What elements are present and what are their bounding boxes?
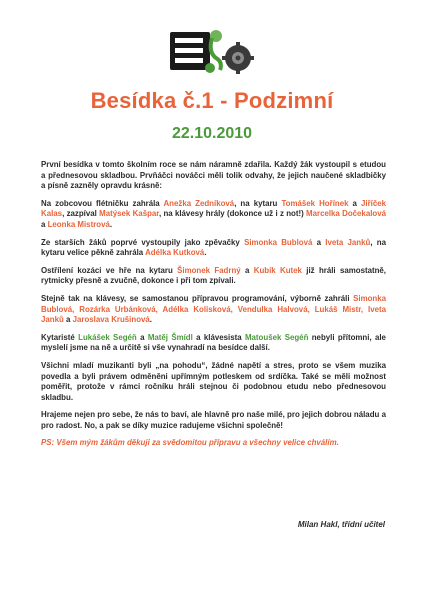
text-segment: Ze starších žáků poprvé vystoupily jako zpěvačky: [41, 237, 245, 247]
paragraph-list: [41, 160, 386, 431]
signature: Milan Hakl, třídní učitel: [297, 520, 385, 529]
text-segment: .: [149, 315, 152, 325]
paragraph: [41, 410, 386, 431]
page-title: Besídka č.1 - Podzimní: [90, 88, 334, 113]
highlighted-name: Simonka Bublová, Rozárka Urbánková, Adélka Kolísková, Vendulka Halvová, Lukáš Mistr, Iveta Janků: [41, 293, 386, 325]
highlighted-name: Matěj Šmídl: [147, 332, 193, 342]
paragraph: [41, 361, 386, 403]
highlighted-name: Marcelka Dočekalová: [306, 209, 386, 219]
school-music-logo-icon: [168, 24, 256, 80]
highlighted-name: Adélka Kutková: [145, 248, 205, 258]
highlighted-name: Simonka Bublová: [244, 237, 313, 247]
text-segment: Všichni mladí muzikanti byli „na pohodu“, žádné napětí a stres, proto se všem muzika povedla a byli právem odměněni upřímným potleskem od srdíčka. Také se měli možnost poměřit, protože v rámci ročníku hráli stejnou či podobnou etudu nebo přednesovou skladbu.: [41, 360, 386, 402]
highlighted-name: Leonka Mistrová: [47, 219, 110, 229]
highlighted-name: Tomášek Hořínek: [281, 198, 349, 208]
text-segment: .: [109, 219, 113, 229]
paragraph: [41, 160, 386, 192]
text-segment: První besídka v tomto školním roce se nám náramně zdařila. Každý žák vystoupil s etudou a přednesovou skladbou. Prvňáčci nováčci měli tolik odvahy, že jejich naučené skladbičky a písně zazněly opravdu krásně:: [41, 160, 386, 191]
text-segment: , na kytaru: [234, 198, 282, 208]
text-segment: , na klávesy hrály (dokonce už i z not!): [158, 209, 307, 219]
paragraph: [41, 266, 386, 287]
paragraph: [41, 294, 386, 326]
text-segment: , zazpíval: [62, 209, 100, 219]
highlighted-name: Anežka Zedníková: [163, 198, 235, 208]
text-segment: Na zobcovou flétničku zahrála: [41, 198, 164, 208]
paragraph: [41, 199, 386, 231]
highlighted-name: Šimonek Fadrný: [177, 265, 241, 275]
text-segment: Kytaristé: [41, 332, 79, 342]
article-body: [41, 160, 386, 456]
postscript: PS: Všem mým žákům děkuji za svědomitou přípravu a všechny velice chválím.: [41, 438, 339, 448]
text-segment: a: [312, 237, 326, 247]
highlighted-name: Jiříček Kalas: [41, 198, 387, 219]
text-segment: a klávesista: [192, 332, 245, 342]
highlighted-name: Kubík Kutek: [253, 265, 302, 275]
text-segment: nebyli přítomni, ale myslelí jsme na ně a určitě si vše vynahradí na besídce další.: [41, 332, 386, 353]
highlighted-name: Jaroslava Krušinová: [72, 315, 150, 325]
text-segment: a: [63, 315, 73, 325]
text-segment: Hrajeme nejen pro sebe, že nás to baví, ale hlavně pro naše milé, pro jejich dobrou náladu a pro radost. No, a pak se díky muzice radujeme všichni společně!: [41, 410, 386, 430]
text-segment: , na kytaru velice pěkně zahrála: [41, 237, 387, 258]
text-segment: Stejně tak na klávesy, se samostanou přípravou programování, výborně zahráli: [41, 293, 354, 303]
text-segment: již hráli samostatně, rytmicky přesně a zvučně, dokonce i při tom zpívali.: [41, 265, 386, 286]
text-segment: a: [41, 219, 48, 229]
paragraph: [41, 238, 386, 259]
highlighted-name: Matoušek Segéň: [244, 332, 309, 342]
highlighted-name: Matýsek Kašpar: [99, 209, 159, 219]
text-segment: a: [136, 332, 148, 342]
text-segment: a: [240, 265, 254, 275]
highlighted-name: Iveta Janků: [325, 237, 371, 247]
event-date: 22.10.2010: [171, 125, 253, 142]
paragraph: [41, 333, 386, 354]
text-segment: .: [204, 248, 207, 258]
text-segment: a: [348, 198, 361, 208]
highlighted-name: Lukášek Segéň: [78, 332, 137, 342]
text-segment: Ostřílení kozáci ve hře na kytaru: [41, 265, 178, 275]
